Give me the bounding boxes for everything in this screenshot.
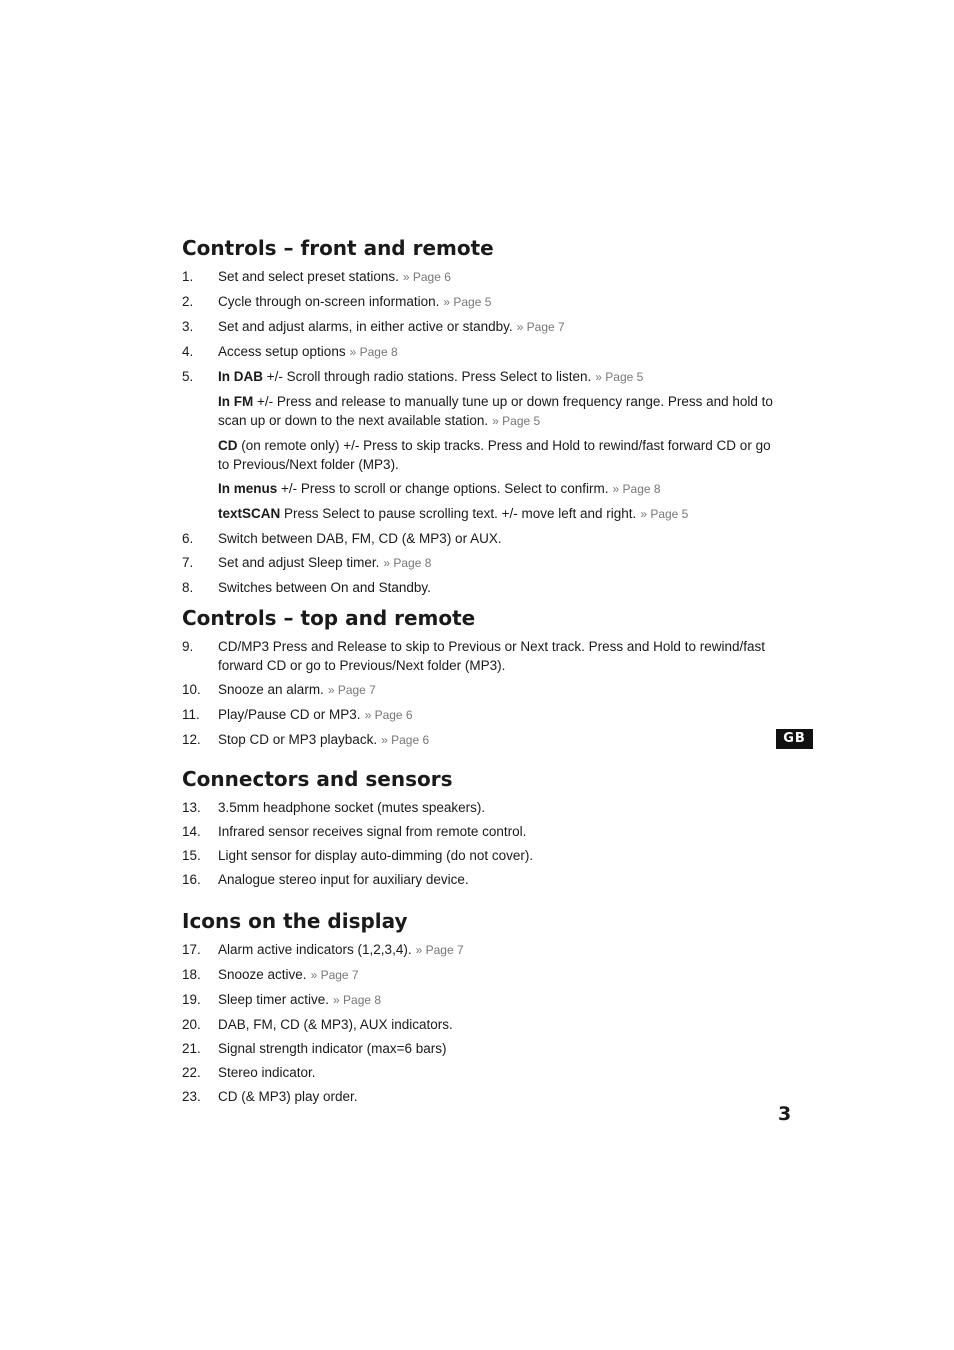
list-subitem: In menus +/- Press to scroll or change options. Select to confirm. » Page 8 [218, 481, 661, 496]
list-item: 10. Snooze an alarm. » Page 7 [182, 682, 376, 697]
page-reference: » Page 6 [364, 708, 413, 722]
list-item: 5. In DAB +/- Scroll through radio stations. Press Select to listen. » Page 5 [182, 369, 644, 384]
list-item: 15. Light sensor for display auto-dimming (do not cover). [182, 848, 534, 863]
page-reference: » Page 7 [310, 968, 359, 982]
list-item: 14. Infrared sensor receives signal from remote control. [182, 824, 527, 839]
page-reference: » Page 5 [443, 295, 492, 309]
list-subitem: In FM +/- Press and release to manually tune up or down frequency range. Press and hold to scan up or down to the next available station. » Page 5 [218, 394, 773, 428]
list-item: 1. Set and select preset stations. » Page 6 [182, 269, 451, 284]
page-reference: » Page 8 [612, 482, 661, 496]
language-tab: GB [776, 729, 813, 749]
page-reference: » Page 8 [333, 993, 382, 1007]
list-item: 22. Stereo indicator. [182, 1065, 316, 1080]
page-reference: » Page 5 [492, 414, 541, 428]
page-reference: » Page 5 [595, 370, 644, 384]
list-item: 11. Play/Pause CD or MP3. » Page 6 [182, 707, 413, 722]
list-subitem: CD (on remote only) +/- Press to skip tracks. Press and Hold to rewind/fast forward CD or go to Previous/Next folder (MP3). [218, 438, 771, 472]
list-item: 4. Access setup options » Page 8 [182, 344, 398, 359]
list-item: 19. Sleep timer active. » Page 8 [182, 992, 382, 1007]
page-reference: » Page 5 [640, 507, 689, 521]
page-number: 3 [778, 1103, 792, 1125]
list-item: 16. Analogue stereo input for auxiliary device. [182, 872, 469, 887]
list-item: 20. DAB, FM, CD (& MP3), AUX indicators. [182, 1017, 453, 1032]
list-item: 2. Cycle through on-screen information. » Page 5 [182, 294, 492, 309]
page-reference: » Page 8 [383, 556, 432, 570]
list-item: 23. CD (& MP3) play order. [182, 1089, 358, 1104]
section-list [182, 267, 782, 602]
page-reference: » Page 6 [381, 733, 430, 747]
list-item: 21. Signal strength indicator (max=6 bars) [182, 1041, 447, 1056]
list-item: 3. Set and adjust alarms, in either active or standby. » Page 7 [182, 319, 565, 334]
list-item: 12. Stop CD or MP3 playback. » Page 6 [182, 732, 430, 747]
page-reference: » Page 7 [516, 320, 565, 334]
section-list [182, 940, 782, 1111]
section-list [182, 637, 782, 755]
section-title: Icons on the display [182, 909, 408, 933]
section-title: Connectors and sensors [182, 767, 453, 791]
page-reference: » Page 8 [349, 345, 398, 359]
page-reference: » Page 7 [415, 943, 464, 957]
page-reference: » Page 6 [402, 270, 451, 284]
list-item: 17. Alarm active indicators (1,2,3,4). » Page 7 [182, 942, 464, 957]
list-item: 18. Snooze active. » Page 7 [182, 967, 359, 982]
list-item: 7. Set and adjust Sleep timer. » Page 8 [182, 555, 432, 570]
list-subitem: textSCAN Press Select to pause scrolling text. +/- move left and right. » Page 5 [218, 506, 689, 521]
list-item: 9. CD/MP3 Press and Release to skip to Previous or Next track. Press and Hold to rewind/fast forward CD or go to Previous/Next folder (MP3). [182, 639, 765, 673]
list-item: 8. Switches between On and Standby. [182, 580, 431, 595]
list-item: 6. Switch between DAB, FM, CD (& MP3) or AUX. [182, 531, 502, 546]
list-item: 13. 3.5mm headphone socket (mutes speakers). [182, 800, 486, 815]
section-title: Controls – top and remote [182, 606, 476, 630]
page-reference: » Page 7 [327, 683, 376, 697]
section-title: Controls – front and remote [182, 236, 494, 260]
section-list [182, 798, 782, 894]
